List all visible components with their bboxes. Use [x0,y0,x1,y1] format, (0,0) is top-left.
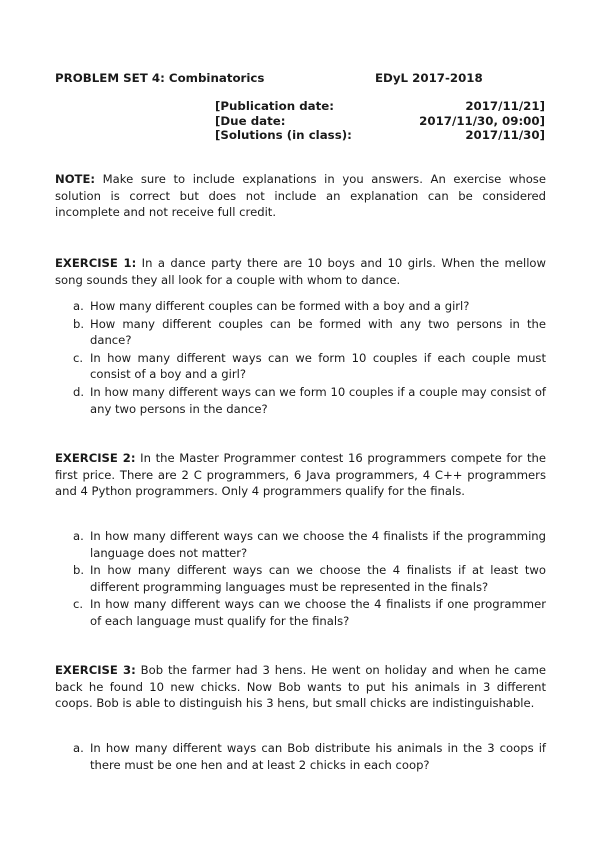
question-item [55,740,546,773]
question-item [55,596,546,629]
question-item [55,298,546,315]
exercise-3-statement [55,662,546,712]
question-letter: a. [73,529,84,543]
question-item [55,316,546,349]
note-text: Make sure to include explanations in you answers. An exercise whose solution is correct but does not include an explanation can be considered incomplete and not receive full credit. [55,172,546,220]
exercise-2-questions [55,527,546,630]
question-text: In how many different ways can we form 10 couples if each couple must consist of a boy and a girl? [90,350,546,382]
question-item [55,528,546,561]
date-row [215,114,545,129]
date-label: [Due date: [215,113,286,128]
note-paragraph [55,171,546,221]
question-text: In how many different ways can Bob distribute his animals in the 3 coops if there must be one hen and at least 2 chicks in each coop? [90,741,546,772]
header [55,70,545,87]
exercise-text: Bob the farmer had 3 hens. He went on holiday and when he came back he found 10 new chicks. Now Bob wants to put his animals in 3 different coops. Bob is able to distinguish his 3 hens, but small chicks are indistinguishable. [55,663,547,711]
exercise-3-questions [55,739,546,773]
problem-set-title: PROBLEM SET 4: Combinatorics [55,71,265,85]
question-letter: b. [73,563,85,578]
question-letter: d. [73,384,85,399]
date-value: 2017/11/30, 09:00] [419,113,545,128]
exercise-text: In the Master Programmer contest 16 programmers compete for the first price. There are 2 C programmers, 6 Java programmers, 4 C++ programmers and 4 Python programmers. Only 4 programmers qualify for the finals. [55,451,546,499]
exercise-text: In a dance party there are 10 boys and 10 girls. When the mellow song sounds they all look for a couple with whom to dance. [55,256,546,287]
question-text: In how many different ways can we choose the 4 finalists if at least two different programming languages must be represented in the finals? [90,563,546,594]
exercise-1-questions [55,297,546,417]
question-letter: a. [73,299,84,313]
exercise-label: EXERCISE 2: [55,451,136,465]
dates-block [215,99,545,143]
question-letter: c. [73,350,84,365]
date-label: [Solutions (in class): [215,128,352,143]
question-text: In how many different ways can we choose the 4 finalists if the programming language does not matter? [90,529,546,560]
question-letter: c. [73,597,84,612]
question-item [55,384,546,417]
date-row [215,128,545,143]
question-letter: a. [73,741,84,755]
exercise-2-statement [55,450,546,500]
exercise-label: EXERCISE 1: [55,256,137,270]
note-label: NOTE: [55,172,96,186]
question-text: How many different couples can be formed with a boy and a girl? [90,299,470,313]
exercise-label: EXERCISE 3: [55,663,136,677]
exercise-1-statement [55,255,546,288]
question-text: In how many different ways can we form 10 couples if a couple may consist of any two persons in the dance? [90,384,546,416]
question-letter: b. [73,316,85,331]
date-value: 2017/11/21] [465,99,545,113]
date-label: [Publication date: [215,99,334,113]
question-item [55,350,546,383]
question-item [55,562,546,595]
question-text: In how many different ways can we choose the 4 finalists if one programmer of each language must qualify for the finals? [90,597,546,628]
date-row [215,99,545,114]
question-text: How many different couples can be formed with any two persons in the dance? [90,316,546,348]
course-code: EDyL 2017-2018 [375,71,483,85]
date-value: 2017/11/30] [465,128,545,143]
